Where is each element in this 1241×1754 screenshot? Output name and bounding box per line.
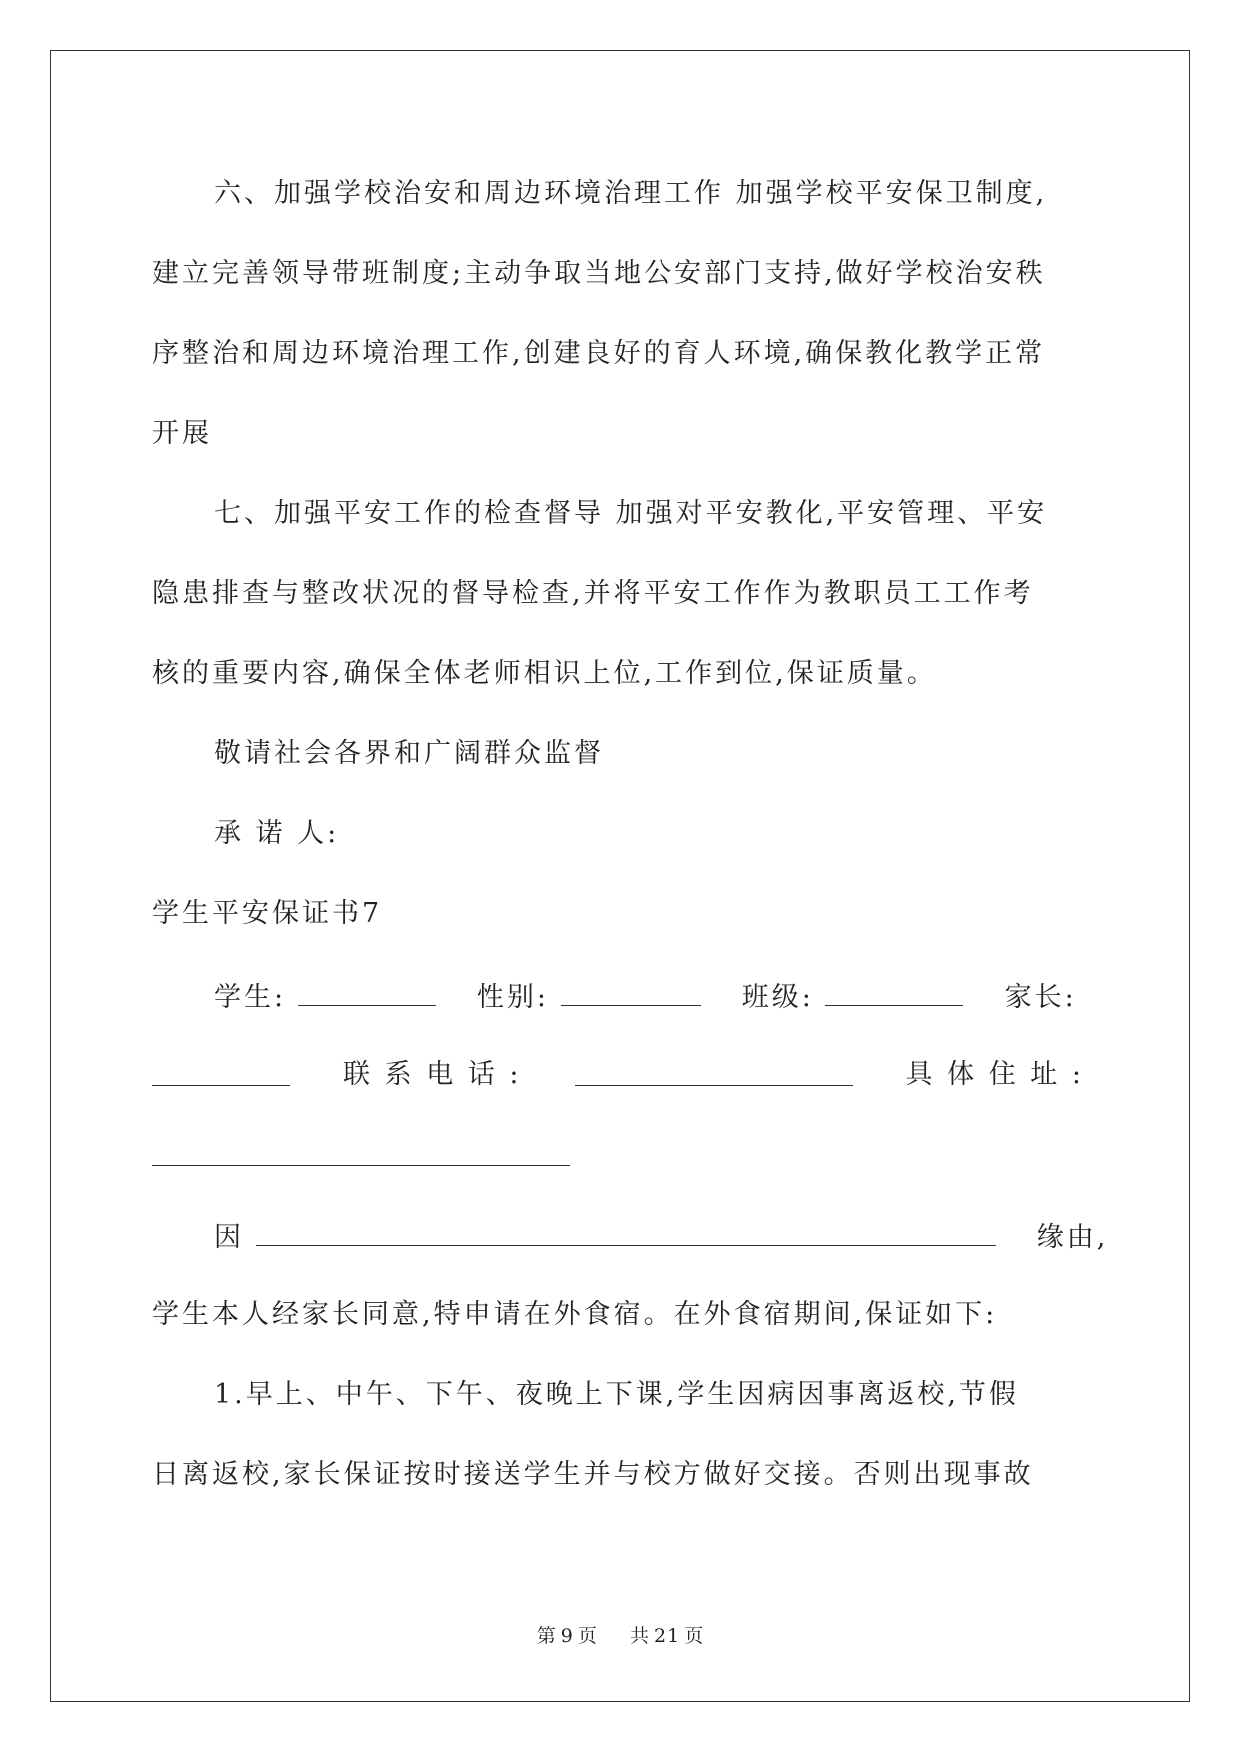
student-info-row xyxy=(214,975,1077,1018)
appeal-line: 敬请社会各界和广阔群众监督 xyxy=(214,738,604,769)
reason-blank[interactable] xyxy=(256,1215,996,1246)
footer-total-prefix: 共 xyxy=(630,1625,651,1647)
student-name-blank[interactable] xyxy=(298,975,436,1006)
address-label: 具 体 住 址 : xyxy=(905,1059,1084,1090)
phone-label: 联 系 电 话 : xyxy=(343,1059,522,1090)
page-footer xyxy=(0,1623,1241,1649)
gender-label: 性别: xyxy=(476,982,549,1013)
footer-prefix: 第 xyxy=(536,1625,557,1647)
contact-row xyxy=(152,1055,1084,1095)
footer-total-suffix: 页 xyxy=(684,1625,705,1647)
parent-label: 家长: xyxy=(1004,982,1077,1013)
address-row xyxy=(152,1135,1084,1178)
page-number: 9 xyxy=(560,1625,574,1647)
paragraph-line: 隐患排查与整改状况的督导检查,并将平安工作作为教职员工工作考 xyxy=(152,578,1034,609)
promiser-label: 承 诺 人: xyxy=(214,818,340,849)
paragraph-line: 日离返校,家长保证按时接送学生并与校方做好交接。否则出现事故 xyxy=(152,1459,1034,1490)
reason-row xyxy=(214,1215,1109,1258)
reason-label: 缘由, xyxy=(1036,1222,1109,1253)
footer-page-suffix: 页 xyxy=(577,1625,598,1647)
class-label: 班级: xyxy=(741,982,814,1013)
because-label: 因 xyxy=(214,1222,244,1253)
paragraph-line: 建立完善领导带班制度;主动争取当地公安部门支持,做好学校治安秩 xyxy=(152,258,1046,289)
paragraph-line: 开展 xyxy=(152,418,212,449)
paragraph-line: 核的重要内容,确保全体老师相识上位,工作到位,保证质量。 xyxy=(152,658,937,689)
paragraph-line: 1.早上、中午、下午、夜晚上下课,学生因病因事离返校,节假 xyxy=(214,1379,1019,1410)
total-pages: 21 xyxy=(654,1625,681,1647)
address-blank[interactable] xyxy=(152,1135,570,1166)
parent-name-blank[interactable] xyxy=(152,1055,290,1086)
paragraph-line: 七、加强平安工作的检查督导 加强对平安教化,平安管理、平安 xyxy=(214,498,1048,529)
section-title: 学生平安保证书7 xyxy=(152,898,383,929)
phone-blank[interactable] xyxy=(575,1055,853,1086)
paragraph-line: 六、加强学校治安和周边环境治理工作 加强学校平安保卫制度, xyxy=(214,178,1048,209)
student-label: 学生: xyxy=(214,982,287,1013)
gender-blank[interactable] xyxy=(561,975,701,1006)
paragraph-line: 序整治和周边环境治理工作,创建良好的育人环境,确保教化教学正常 xyxy=(152,338,1046,369)
paragraph-line: 学生本人经家长同意,特申请在外食宿。在外食宿期间,保证如下: xyxy=(152,1299,998,1330)
class-blank[interactable] xyxy=(825,975,963,1006)
